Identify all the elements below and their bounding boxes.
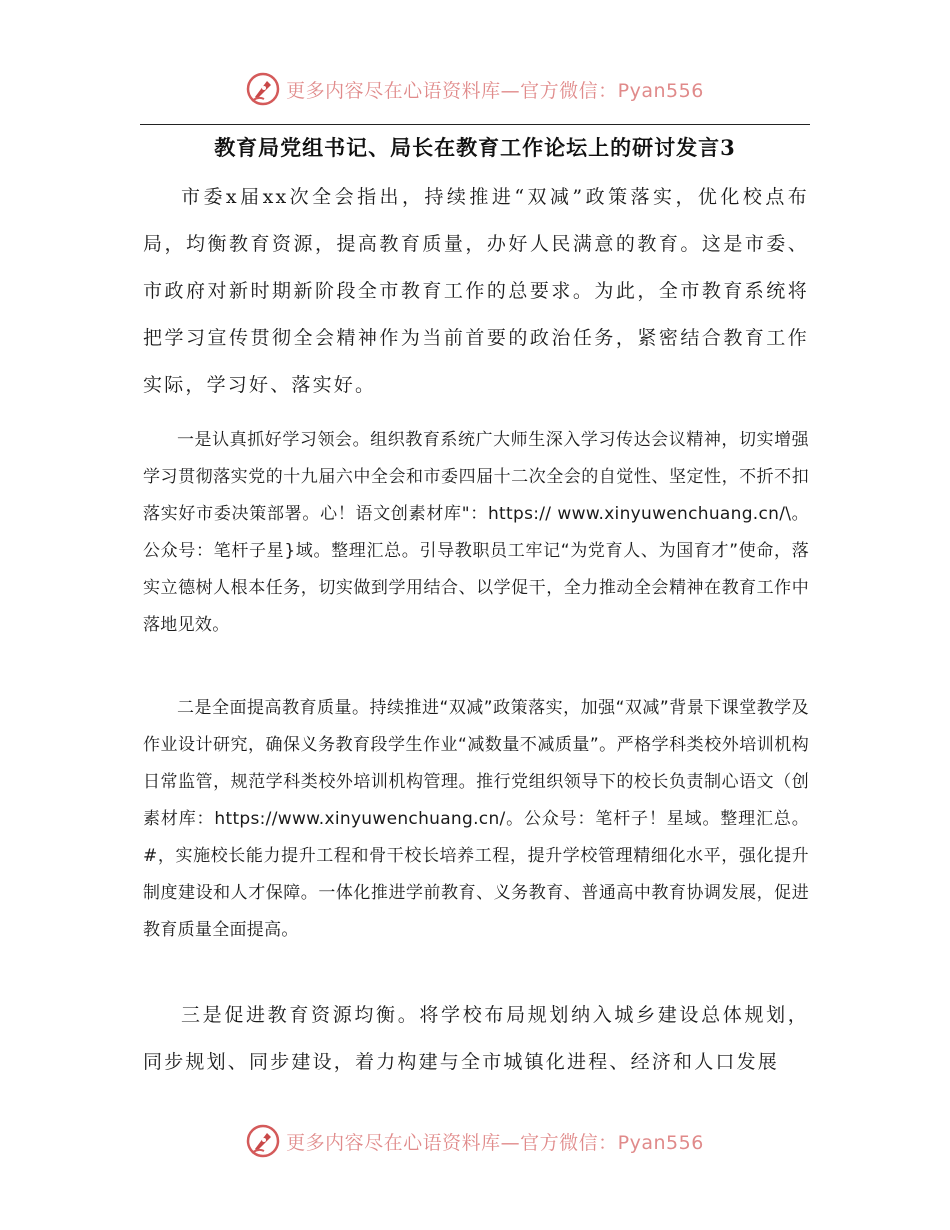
footer-banner — [0, 1124, 950, 1158]
paragraph-resources: 三是促进教育资源均衡。将学校布局规划纳入城乡建设总体规划，同步规划、同步建设，着力构建与全市城镇化进程、经济和人口发展 — [143, 1004, 809, 1073]
footer-banner-text: 更多内容尽在心语资料库—官方微信：Pyan556 — [286, 1131, 704, 1154]
pen-nib-logo-icon — [246, 72, 280, 106]
document-title: 教育局党组书记、局长在教育工作论坛上的研讨发言3 — [214, 135, 736, 160]
header-divider — [140, 124, 810, 125]
header-banner — [0, 72, 950, 106]
pen-nib-logo-icon — [246, 1124, 280, 1158]
paragraph-quality: 二是全面提高教育质量。持续推进“双减”政策落实，加强“双减”背景下课堂教学及作业设计研究，确保义务教育段学生作业“减数量不减质量”。严格学科类校外培训机构日常监管，规范学科类校外培训机构管理。推行党组织领导下的校长负责制心语文（创素材库：https://www.xinyuwenchuang.cn/。公众号：笔杆子！星域。整理汇总。#，实施校长能力提升工程和骨干校长培养工程，提升学校管理精细化水平，强化提升制度建设和人才保障。一体化推进学前教育、义务教育、普通高中教育协调发展，促进教育质量全面提高。 — [143, 698, 809, 940]
paragraph-intro: 市委x届xx次全会指出，持续推进“双减”政策落实，优化校点布局，均衡教育资源，提高教育质量，办好人民满意的教育。这是市委、市政府对新时期新阶段全市教育工作的总要求。为此，全市教育系统将把学习宣传贯彻全会精神作为当前首要的政治任务，紧密结合教育工作实际，学习好、落实好。 — [143, 186, 809, 396]
header-banner-text: 更多内容尽在心语资料库—官方微信：Pyan556 — [286, 79, 704, 102]
paragraph-study: 一是认真抓好学习领会。组织教育系统广大师生深入学习传达会议精神，切实增强学习贯彻落实党的十九届六中全会和市委四届十二次全会的自觉性、坚定性，不折不扣落实好市委决策部署。心！语文创素材库"：https:// www.xinyuwenchuang.cn/\。公众号：笔杆子星}域。整理汇总。引导教职员工牢记“为党育人、为国育才”使命，落实立德树人根本任务，切实做到学用结合、以学促干，全力推动全会精神在教育工作中落地见效。 — [143, 430, 809, 635]
